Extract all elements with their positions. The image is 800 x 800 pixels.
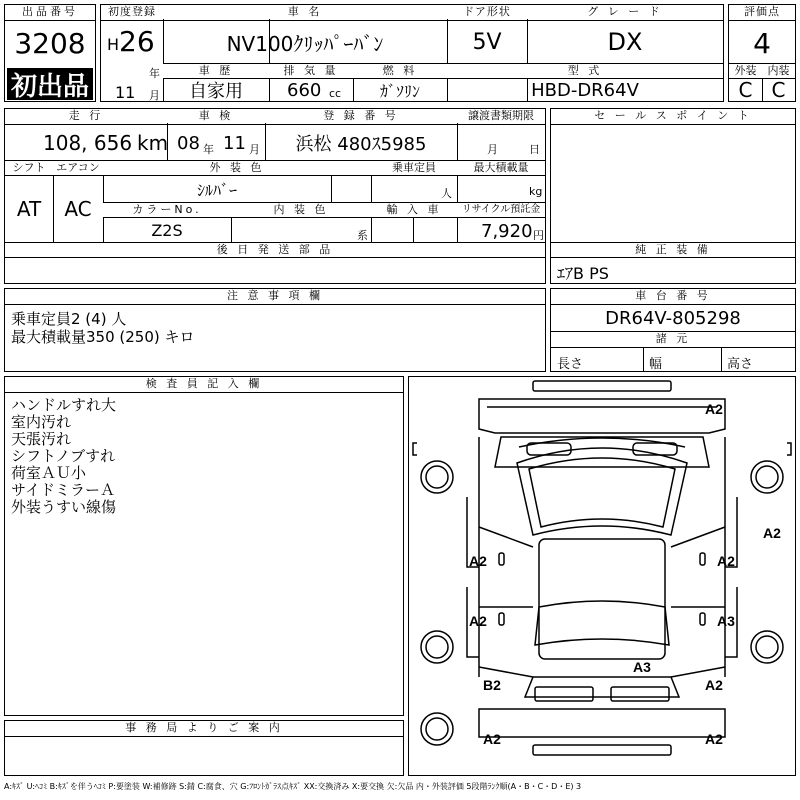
inspector-line-3: 天張汚れ	[11, 430, 72, 448]
damage-mark-left-rear-door: A2	[469, 613, 487, 629]
fuel-label: 燃 料	[353, 64, 447, 78]
damage-mark-left-front-door: A2	[469, 553, 487, 569]
inspector-line-5: 荷室ＡＵ小	[11, 464, 87, 482]
inspection-month-unit: 月	[249, 143, 260, 156]
later-parts-label: 後 日 発 送 部 品	[5, 243, 545, 257]
interior-grade: C	[771, 78, 786, 102]
grade-value: DX	[607, 28, 643, 56]
width-label: 幅	[649, 357, 663, 372]
displacement-value: 660	[287, 80, 322, 101]
history-value: 自家用	[189, 81, 243, 102]
damage-mark-right-rear-door: A3	[717, 613, 735, 629]
displacement-label: 排 気 量	[269, 64, 353, 78]
color-no-value: Z2S	[151, 220, 183, 240]
damage-mark-right-front-fender: A2	[763, 525, 781, 541]
era-letter: H	[107, 35, 120, 54]
spec-section	[4, 108, 546, 284]
caution-line-2: 最大積載量350 (250) キロ	[11, 328, 195, 346]
score-label: 評価点	[729, 5, 795, 19]
dims-label: 諸 元	[551, 332, 795, 346]
inspector-label: 検 査 員 記 入 欄	[5, 377, 403, 391]
recycle-unit: 円	[533, 229, 544, 242]
fuel-value: ｶﾞｿﾘﾝ	[379, 81, 420, 101]
exterior-grade: C	[738, 78, 753, 102]
max-load-label: 最大積載量	[457, 161, 545, 175]
transfer-label: 譲渡書類期限	[457, 109, 545, 123]
caution-label: 注 意 事 項 欄	[5, 289, 545, 303]
car-name-label: 車 名	[163, 5, 447, 19]
first-reg-label: 初度登録	[101, 5, 163, 19]
capacity-unit: 人	[441, 187, 452, 200]
lot-number: 3208	[14, 26, 86, 60]
door-label: ドア形状	[447, 5, 527, 19]
plate-value: 浜松 480ｽ5985	[295, 133, 427, 155]
inspector-line-4: シフトノブすれ	[11, 447, 116, 465]
inspector-line-6: サイドミラーＡ	[11, 481, 115, 499]
import-label: 輸 入 車	[371, 203, 457, 217]
inspector-line-1: ハンドルすれ大	[11, 396, 117, 414]
reg-year: 26	[119, 25, 155, 58]
office-label: 事 務 局 よ り ご 案 内	[5, 721, 403, 735]
sales-point-label: セ ー ル ス ポ イ ン ト	[551, 109, 795, 123]
score-value: 4	[753, 26, 771, 60]
caution-section	[4, 288, 546, 372]
max-load-unit: kg	[529, 185, 543, 198]
model-value: HBD-DR64V	[531, 79, 639, 101]
int-color-unit: 系	[357, 229, 368, 242]
first-listing-badge: 初出品	[7, 68, 93, 100]
damage-mark-right-quarter: A2	[705, 677, 723, 693]
chassis-section	[550, 288, 796, 372]
ac-label: エアコン	[53, 161, 103, 175]
damage-mark-rear-bumper-left: A2	[483, 731, 501, 747]
legend-text: A:ｷｽﾞ U:ﾍｺﾐ B:ｷｽﾞを伴うﾍｺﾐ P:要塗装 W:補修跡 S:錆 C:腐食、穴 G:ﾌﾛﾝﾄｶﾞﾗｽ点ｷｽﾞ XX:交換済み X:要交換 欠:欠品 内・外装評価 5段階ﾗﾝｸ順(A・B・C・D・E) 3	[4, 782, 582, 791]
grade-label: グ レ ー ド	[527, 5, 723, 19]
year-unit: 年	[149, 67, 160, 80]
mileage-value: 108, 656	[43, 131, 133, 155]
color-no-label: カラーNo.	[103, 203, 231, 217]
car-name: NV100ｸﾘｯﾊﾟｰﾊﾞﾝ	[226, 31, 384, 56]
damage-mark-front-bumper: A2	[705, 401, 723, 417]
transfer-day-unit: 日	[529, 143, 540, 156]
inspector-line-7: 外装うすい線傷	[11, 498, 117, 516]
reg-month: 11	[115, 83, 136, 102]
mileage-unit: km	[137, 131, 169, 155]
damage-mark-left-quarter: B2	[483, 677, 501, 693]
equipment-value: ｴｱB PS	[557, 264, 609, 283]
chassis-value: DR64V-805298	[605, 307, 741, 329]
damage-mark-right-front-door: A2	[717, 553, 735, 569]
model-label: 型 式	[447, 64, 723, 78]
shift-label: シフト	[5, 161, 53, 175]
sales-point-section	[550, 108, 796, 284]
exterior-label: 外装	[729, 64, 762, 78]
ext-color-label: 外 装 色	[103, 161, 371, 175]
ac-value: AC	[64, 197, 92, 221]
equipment-label: 純 正 装 備	[551, 243, 795, 257]
car-outline-diagram	[409, 377, 795, 775]
shift-value: AT	[16, 197, 42, 221]
damage-diagram	[408, 376, 796, 776]
inspector-line-2: 室内汚れ	[11, 413, 72, 431]
history-label: 車 歴	[163, 64, 269, 78]
inspection-label: 車 検	[167, 109, 265, 123]
displacement-unit: cc	[329, 87, 342, 100]
inspection-year-unit: 年	[203, 143, 214, 156]
damage-mark-rear-bumper-right: A2	[705, 731, 723, 747]
height-label: 高さ	[727, 357, 754, 372]
length-label: 長さ	[557, 357, 584, 372]
recycle-label: リサイクル預託金	[457, 203, 545, 217]
door-value: 5V	[472, 29, 502, 55]
inspector-section	[4, 376, 404, 716]
transfer-month-unit: 月	[487, 143, 498, 156]
interior-label: 内装	[762, 64, 795, 78]
recycle-value: 7,920	[481, 221, 533, 242]
lot-label: 出品番号	[5, 5, 95, 19]
damage-mark-roof-rear: A3	[633, 659, 651, 675]
int-color-label: 内 装 色	[231, 203, 371, 217]
score-section	[728, 4, 796, 102]
caution-line-1: 乗車定員2 (4) 人	[11, 310, 127, 328]
ext-color-value: ｼﾙﾊﾞｰ	[196, 180, 237, 200]
inspection-month: 11	[223, 133, 246, 154]
inspection-year: 08	[177, 133, 200, 154]
chassis-label: 車 台 番 号	[551, 289, 795, 303]
capacity-label: 乗車定員	[371, 161, 457, 175]
plate-label: 登 録 番 号	[265, 109, 457, 123]
office-section	[4, 720, 404, 776]
vehicle-header	[100, 4, 724, 102]
month-unit: 月	[149, 89, 160, 102]
lot-section	[4, 4, 96, 102]
mileage-label: 走 行	[5, 109, 167, 123]
